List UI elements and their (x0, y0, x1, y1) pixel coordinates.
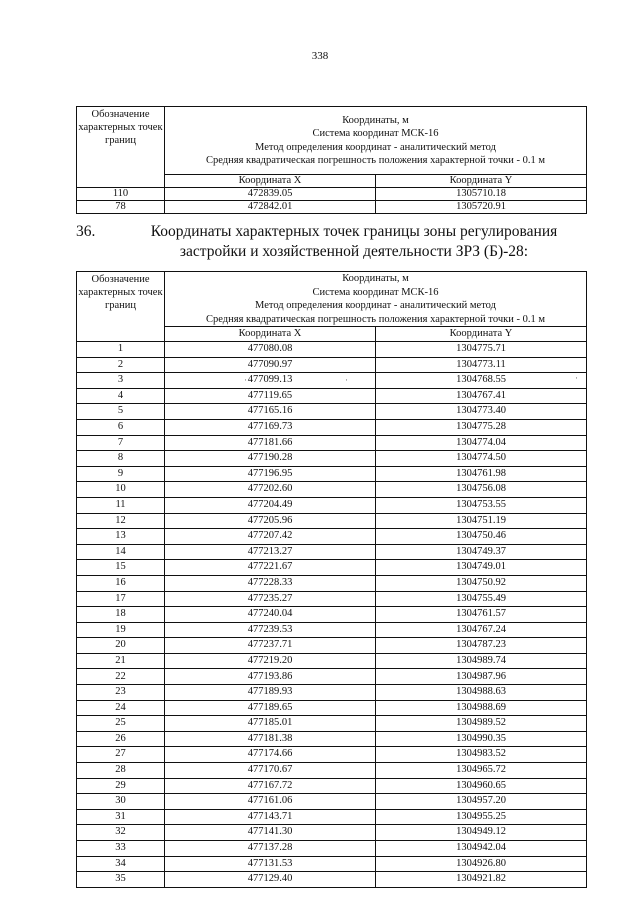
table-row (77, 809, 587, 825)
point-number-cell: 31 (77, 809, 165, 825)
y-coordinate-cell: 1304755.49 (376, 591, 587, 607)
y-column-header: Координата Y (376, 175, 587, 188)
table-row (77, 622, 587, 638)
table-row (77, 591, 587, 607)
x-coordinate-cell: 477181.66 (165, 435, 376, 451)
point-number-cell: 16 (77, 575, 165, 591)
y-coordinate-cell: 1304756.08 (376, 482, 587, 498)
scan-speck: · (575, 373, 578, 383)
table-row (77, 638, 587, 654)
y-coordinate-cell: 1304955.25 (376, 809, 587, 825)
x-coordinate-cell: 477205.96 (165, 513, 376, 529)
table-header-row (77, 272, 587, 327)
point-number-cell: 5 (77, 404, 165, 420)
x-coordinate-cell: 477143.71 (165, 809, 376, 825)
x-coordinate-cell: 477235.27 (165, 591, 376, 607)
table-row (77, 778, 587, 794)
table-row (77, 188, 587, 201)
point-number-cell: 27 (77, 747, 165, 763)
y-coordinate-cell: 1304750.46 (376, 529, 587, 545)
point-number-cell: 21 (77, 653, 165, 669)
y-coordinate-cell: 1304749.01 (376, 560, 587, 576)
header-line: Координаты, м (342, 114, 409, 126)
point-number-cell: 29 (77, 778, 165, 794)
header-line: Средняя квадратическая погрешность положения характерной точки - 0.1 м (206, 155, 545, 166)
point-number-cell: 13 (77, 529, 165, 545)
point-label-header: Обозначение характерных точек границ (77, 272, 165, 342)
table-row (77, 716, 587, 732)
y-coordinate-cell: 1304767.41 (376, 388, 587, 404)
section-heading (76, 222, 586, 262)
table-row (77, 373, 587, 389)
x-coordinate-cell: 477221.67 (165, 560, 376, 576)
table-row (77, 544, 587, 560)
table-row (77, 513, 587, 529)
table-row (77, 841, 587, 857)
point-number-cell: 14 (77, 544, 165, 560)
y-coordinate-cell: 1304761.98 (376, 466, 587, 482)
x-coordinate-cell: 477129.40 (165, 872, 376, 888)
point-number-cell: 32 (77, 825, 165, 841)
x-column-header: Координата X (165, 175, 376, 188)
x-coordinate-cell: 477239.53 (165, 622, 376, 638)
x-coordinate-cell: 477193.86 (165, 669, 376, 685)
y-coordinate-cell: 1304965.72 (376, 763, 587, 779)
table-row (77, 388, 587, 404)
header-line: Средняя квадратическая погрешность положения характерной точки - 0.1 м (206, 313, 545, 325)
section-title: Координаты характерных точек границы зоны регулирования застройки и хозяйственной деятельности ЗРЗ (Б)-28: (150, 223, 558, 260)
x-coordinate-cell: 477141.30 (165, 825, 376, 841)
y-coordinate-cell: 1304773.40 (376, 404, 587, 420)
point-number-cell: 34 (77, 856, 165, 872)
y-coordinate-cell: 1305720.91 (376, 201, 587, 214)
y-coordinate-cell: 1304767.24 (376, 622, 587, 638)
x-coordinate-cell: 477167.72 (165, 778, 376, 794)
y-coordinate-cell: 1304987.96 (376, 669, 587, 685)
coordinates-table-continued (76, 106, 587, 214)
table-row (77, 497, 587, 513)
y-coordinate-cell: 1304751.19 (376, 513, 587, 529)
x-coordinate-cell: 477196.95 (165, 466, 376, 482)
y-coordinate-cell: 1304749.37 (376, 544, 587, 560)
x-coordinate-cell: 477169.73 (165, 419, 376, 435)
x-coordinate-cell: 477190.28 (165, 451, 376, 467)
x-coordinate-cell: 477204.49 (165, 497, 376, 513)
header-line: Метод определения координат - аналитический метод (255, 300, 496, 311)
x-coordinate-cell: 477174.66 (165, 747, 376, 763)
point-number-cell: 35 (77, 872, 165, 888)
coordinate-system-header (165, 272, 587, 327)
table-row (77, 669, 587, 685)
table-row (77, 466, 587, 482)
x-coordinate-cell: 477189.93 (165, 685, 376, 701)
table-row (77, 685, 587, 701)
y-coordinate-cell: 1304988.63 (376, 685, 587, 701)
point-number-cell: 78 (77, 201, 165, 214)
y-coordinate-cell: 1304983.52 (376, 747, 587, 763)
point-number-cell: 3 (77, 373, 165, 389)
x-coordinate-cell: 477228.33 (165, 575, 376, 591)
x-coordinate-cell: 477207.42 (165, 529, 376, 545)
table-row (77, 763, 587, 779)
table-header-row (77, 107, 587, 175)
y-coordinate-cell: 1304942.04 (376, 841, 587, 857)
point-number-cell: 7 (77, 435, 165, 451)
table-row (77, 653, 587, 669)
table-row (77, 825, 587, 841)
point-number-cell: 28 (77, 763, 165, 779)
y-coordinate-cell: 1304787.23 (376, 638, 587, 654)
y-coordinate-cell: 1304989.74 (376, 653, 587, 669)
y-coordinate-cell: 1304753.55 (376, 497, 587, 513)
point-number-cell: 20 (77, 638, 165, 654)
point-number-cell: 30 (77, 794, 165, 810)
point-number-cell: 8 (77, 451, 165, 467)
x-coordinate-cell: 477090.97 (165, 357, 376, 373)
x-coordinate-cell: 477119.65 (165, 388, 376, 404)
table-row (77, 482, 587, 498)
x-coordinate-cell: 477131.53 (165, 856, 376, 872)
table-row (77, 607, 587, 623)
x-coordinate-cell: 477189.65 (165, 700, 376, 716)
y-coordinate-cell: 1304988.69 (376, 700, 587, 716)
point-number-cell: 23 (77, 685, 165, 701)
table-row (77, 856, 587, 872)
scan-speck: · (244, 375, 247, 385)
table-row (77, 872, 587, 888)
scan-speck: · (345, 375, 348, 385)
header-line: Метод определения координат - аналитический метод (255, 141, 496, 153)
x-coordinate-cell: 477181.38 (165, 731, 376, 747)
x-coordinate-cell: 477165.16 (165, 404, 376, 420)
y-column-header: Координата Y (376, 327, 587, 342)
table-row (77, 357, 587, 373)
table-row (77, 342, 587, 358)
header-line: Координаты, м (342, 273, 409, 284)
table-row (77, 731, 587, 747)
point-number-cell: 26 (77, 731, 165, 747)
point-number-cell: 6 (77, 419, 165, 435)
y-coordinate-cell: 1304921.82 (376, 872, 587, 888)
point-number-cell: 4 (77, 388, 165, 404)
point-number-cell: 9 (77, 466, 165, 482)
y-coordinate-cell: 1304773.11 (376, 357, 587, 373)
y-coordinate-cell: 1304775.28 (376, 419, 587, 435)
point-number-cell: 18 (77, 607, 165, 623)
table-row (77, 560, 587, 576)
y-coordinate-cell: 1304949.12 (376, 825, 587, 841)
x-coordinate-cell: 477080.08 (165, 342, 376, 358)
x-coordinate-cell: 477202.60 (165, 482, 376, 498)
point-number-cell: 25 (77, 716, 165, 732)
point-label-header: Обозначение характерных точек границ (77, 107, 165, 188)
point-number-cell: 110 (77, 188, 165, 201)
point-number-cell: 12 (77, 513, 165, 529)
y-coordinate-cell: 1304960.65 (376, 778, 587, 794)
y-coordinate-cell: 1304957.20 (376, 794, 587, 810)
table-row (77, 201, 587, 214)
x-coordinate-cell: 477213.27 (165, 544, 376, 560)
y-coordinate-cell: 1304761.57 (376, 607, 587, 623)
x-coordinate-cell: 477240.04 (165, 607, 376, 623)
y-coordinate-cell: 1304774.04 (376, 435, 587, 451)
coordinate-system-header (165, 107, 587, 175)
point-number-cell: 1 (77, 342, 165, 358)
point-number-cell: 15 (77, 560, 165, 576)
y-coordinate-cell: 1304926.80 (376, 856, 587, 872)
point-number-cell: 24 (77, 700, 165, 716)
x-coordinate-cell: 477161.06 (165, 794, 376, 810)
table-row (77, 794, 587, 810)
header-line: Система координат МСК-16 (312, 128, 439, 139)
section-number: 36. (76, 223, 96, 240)
page-number: 338 (311, 50, 329, 62)
table-row (77, 404, 587, 420)
y-coordinate-cell: 1304775.71 (376, 342, 587, 358)
point-number-cell: 19 (77, 622, 165, 638)
table-row (77, 575, 587, 591)
table-row (77, 419, 587, 435)
point-number-cell: 17 (77, 591, 165, 607)
y-coordinate-cell: 1304990.35 (376, 731, 587, 747)
table-row (77, 435, 587, 451)
x-coordinate-cell: 477099.13 (165, 373, 376, 389)
point-number-cell: 22 (77, 669, 165, 685)
table-row (77, 700, 587, 716)
point-number-cell: 11 (77, 497, 165, 513)
y-coordinate-cell: 1304989.52 (376, 716, 587, 732)
y-coordinate-cell: 1304774.50 (376, 451, 587, 467)
table-row (77, 529, 587, 545)
y-coordinate-cell: 1305710.18 (376, 188, 587, 201)
header-line: Система координат МСК-16 (312, 286, 439, 298)
point-number-cell: 2 (77, 357, 165, 373)
y-coordinate-cell: 1304768.55 (376, 373, 587, 389)
y-coordinate-cell: 1304750.92 (376, 575, 587, 591)
x-coordinate-cell: 477137.28 (165, 841, 376, 857)
x-coordinate-cell: 477185.01 (165, 716, 376, 732)
coordinates-table (76, 271, 587, 888)
table-row (77, 451, 587, 467)
x-coordinate-cell: 477219.20 (165, 653, 376, 669)
x-coordinate-cell: 477170.67 (165, 763, 376, 779)
point-number-cell: 33 (77, 841, 165, 857)
table-row (77, 747, 587, 763)
x-coordinate-cell: 472839.05 (165, 188, 376, 201)
x-column-header: Координата X (165, 327, 376, 342)
x-coordinate-cell: 472842.01 (165, 201, 376, 214)
point-number-cell: 10 (77, 482, 165, 498)
x-coordinate-cell: 477237.71 (165, 638, 376, 654)
